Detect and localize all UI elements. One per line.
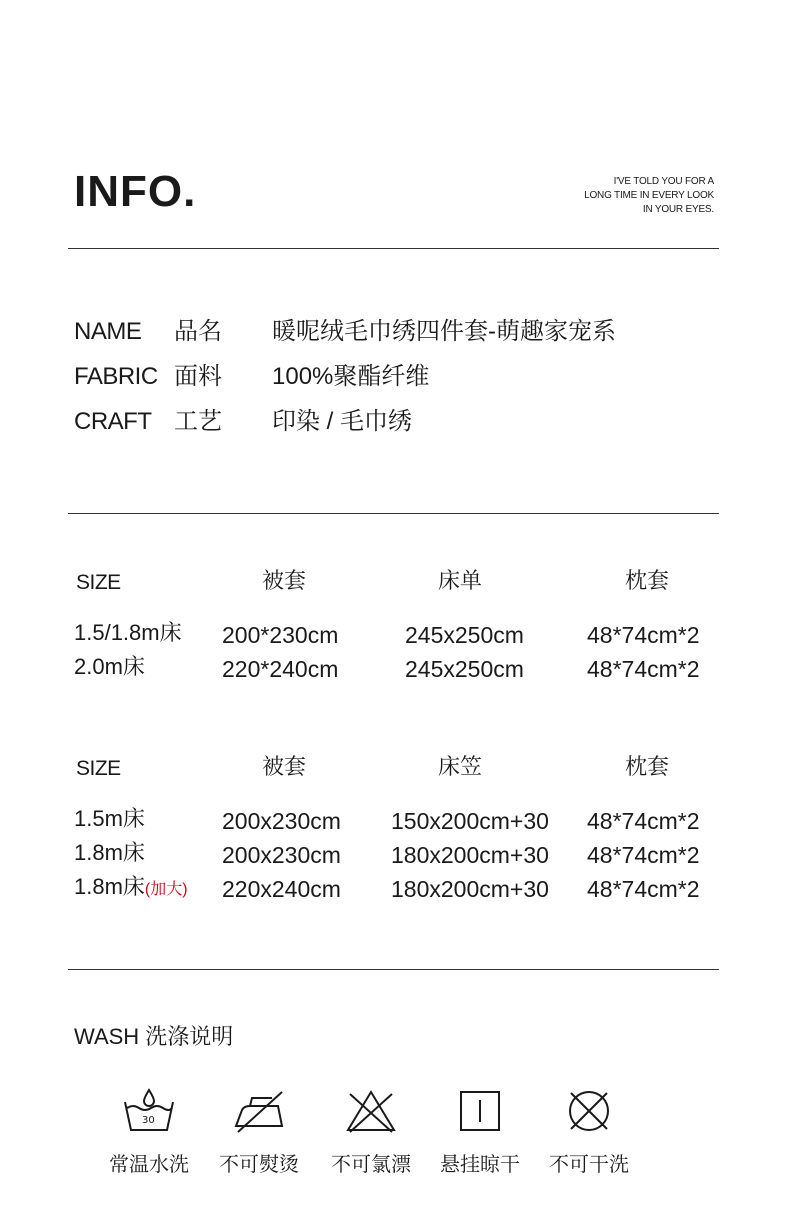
duvet-size: 220*240cm — [222, 656, 339, 682]
no-bleach-icon — [344, 1088, 398, 1134]
tagline-line-1: I'VE TOLD YOU FOR A — [613, 176, 714, 187]
fitted-sheet-header: 床笠 — [438, 754, 483, 779]
oversize-note: (加大) — [144, 881, 188, 898]
no-iron-icon — [232, 1088, 286, 1134]
wash-basin-icon — [122, 1088, 176, 1134]
wash-item — [204, 1088, 314, 1178]
duvet-header: 被套 — [262, 754, 307, 779]
duvet-size: 200x230cm — [222, 842, 341, 868]
svg-text:30: 30 — [142, 1115, 155, 1126]
wash-item — [94, 1088, 204, 1178]
size-header: SIZE — [76, 571, 121, 594]
spec-en-label: FABRIC — [74, 363, 158, 390]
spec-en-label: CRAFT — [74, 408, 152, 435]
divider — [68, 248, 719, 249]
divider — [68, 513, 719, 514]
pillow-size: 48*74cm*2 — [587, 842, 700, 868]
row-label: 1.5m床 — [74, 806, 145, 831]
sheet-size: 245x250cm — [405, 622, 524, 648]
pillow-size: 48*74cm*2 — [587, 808, 700, 834]
fitted-sheet-size: 150x200cm+30 — [391, 808, 549, 834]
wash-label: 悬挂晾干 — [440, 1154, 520, 1176]
no-dry-clean-icon — [562, 1088, 616, 1134]
spec-row-fabric — [74, 361, 724, 393]
tagline — [584, 175, 714, 217]
fitted-sheet-size: 180x200cm+30 — [391, 842, 549, 868]
pillow-header: 枕套 — [625, 568, 670, 593]
wash-item — [425, 1088, 535, 1178]
wash-item — [534, 1088, 644, 1178]
spec-cn-label: 面料 — [174, 363, 222, 390]
sheet-size: 245x250cm — [405, 656, 524, 682]
tagline-line-2: LONG TIME IN EVERY LOOK — [584, 190, 714, 201]
wash-label: 不可氯漂 — [331, 1154, 411, 1176]
spec-row-name — [74, 316, 724, 348]
row-label: 1.8m床 — [74, 840, 145, 865]
wash-item — [316, 1088, 426, 1178]
row-label-text: 1.8m床 — [74, 874, 145, 899]
spec-row-craft — [74, 406, 724, 438]
size-header: SIZE — [76, 757, 121, 780]
duvet-size: 220x240cm — [222, 876, 341, 902]
spec-cn-label: 品名 — [174, 318, 222, 345]
pillow-size: 48*74cm*2 — [587, 876, 700, 902]
tagline-line-3: IN YOUR EYES. — [642, 204, 714, 215]
fitted-sheet-size: 180x200cm+30 — [391, 876, 549, 902]
pillow-header: 枕套 — [625, 754, 670, 779]
row-label: 2.0m床 — [74, 654, 145, 679]
sheet-header: 床单 — [438, 568, 483, 593]
hang-dry-icon — [453, 1088, 507, 1134]
pillow-size: 48*74cm*2 — [587, 656, 700, 682]
row-label: 1.5/1.8m床 — [74, 620, 182, 645]
page-title: INFO. — [74, 167, 197, 216]
spec-cn-label: 工艺 — [174, 408, 222, 435]
wash-label: 不可熨烫 — [219, 1154, 299, 1176]
spec-value: 100%聚酯纤维 — [272, 363, 430, 390]
duvet-size: 200x230cm — [222, 808, 341, 834]
duvet-size: 200*230cm — [222, 622, 339, 648]
spec-value: 印染 / 毛巾绣 — [272, 408, 413, 435]
wash-label: 常温水洗 — [109, 1154, 189, 1176]
spec-en-label: NAME — [74, 318, 142, 345]
wash-section-title: WASH 洗涤说明 — [74, 1024, 234, 1049]
pillow-size: 48*74cm*2 — [587, 622, 700, 648]
wash-label: 不可干洗 — [549, 1154, 629, 1176]
spec-value: 暖呢绒毛巾绣四件套-萌趣家宠系 — [272, 318, 616, 345]
row-label — [74, 872, 188, 905]
divider — [68, 969, 719, 970]
duvet-header: 被套 — [262, 568, 307, 593]
